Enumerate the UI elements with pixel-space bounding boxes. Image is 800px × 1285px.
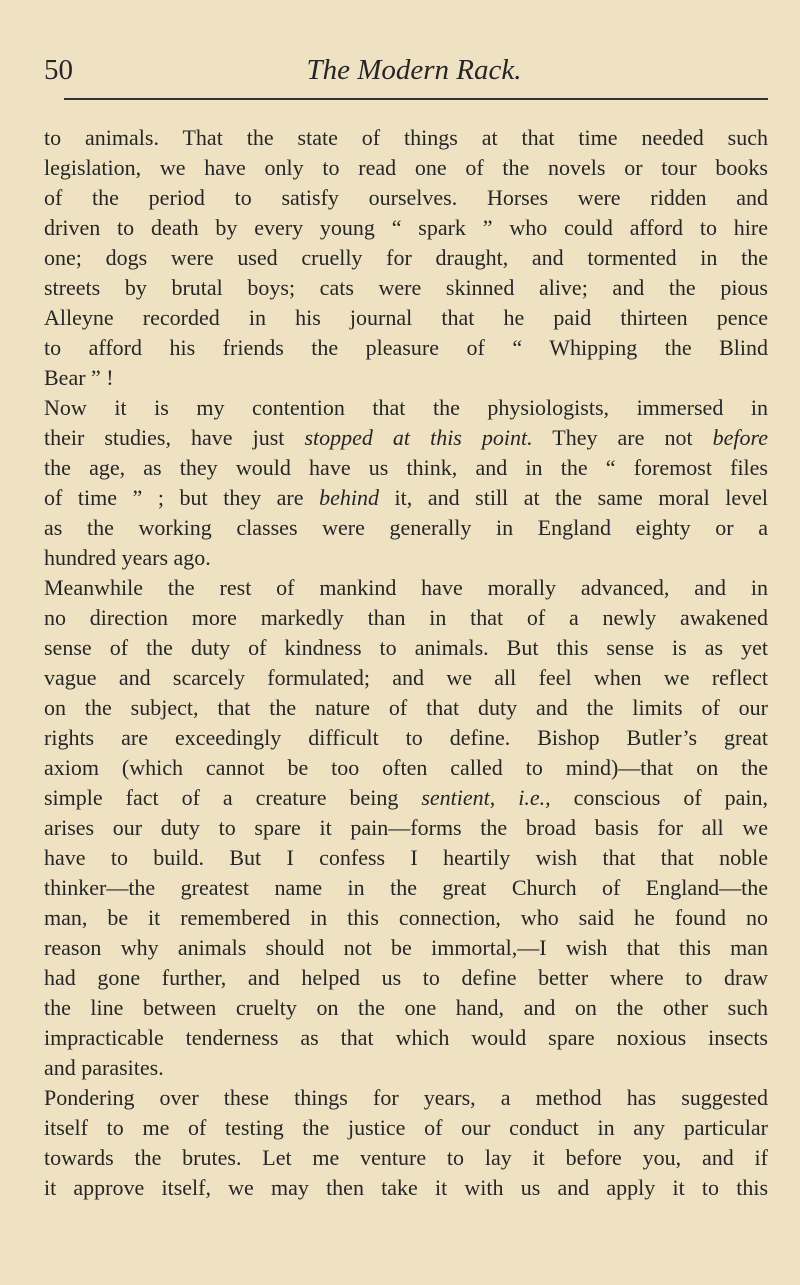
- text-line: of the period to satisfy ourselves. Horses were ridden and: [44, 185, 768, 210]
- text-line: towards the brutes. Let me venture to lay it before you, and if: [44, 1145, 768, 1170]
- text-line: rights are exceedingly difficult to define. Bishop Butler’s great: [44, 725, 768, 750]
- text-segment: simple fact of a creature being: [44, 785, 422, 810]
- paragraph: [44, 123, 768, 393]
- text-line: driven to death by every young “ spark ” who could afford to hire: [44, 215, 768, 240]
- running-title: The Modern Rack.: [306, 54, 522, 86]
- text-line: no direction more markedly than in that of a newly awakened: [44, 605, 768, 630]
- text-line: on the subject, that the nature of that duty and the limits of our: [44, 695, 768, 720]
- text-line: Alleyne recorded in his journal that he paid thirteen pence: [44, 305, 768, 330]
- text-line: it approve itself, we may then take it with us and apply it to this: [44, 1175, 768, 1200]
- text-line: to afford his friends the pleasure of “ Whipping the Blind: [44, 335, 768, 360]
- text-segment: their studies, have just: [44, 425, 305, 450]
- text-line: Bear ” !: [44, 365, 114, 390]
- text-line: the age, as they would have us think, and in the “ foremost files: [44, 455, 768, 480]
- header-rule: [64, 98, 768, 100]
- text-line: Pondering over these things for years, a method has suggested: [44, 1085, 768, 1110]
- text-line: legislation, we have only to read one of the novels or tour books: [44, 155, 768, 180]
- text-line: reason why animals should not be immortal,—I wish that this man: [44, 935, 768, 960]
- italic-emphasis: behind: [319, 485, 379, 510]
- text-line: Now it is my contention that the physiologists, immersed in: [44, 395, 768, 420]
- text-line: axiom (which cannot be too often called to mind)—that on the: [44, 755, 768, 780]
- text-line: and parasites.: [44, 1055, 164, 1080]
- text-line: [44, 483, 768, 513]
- paragraph: [44, 1083, 768, 1203]
- text-line: vague and scarcely formulated; and we all feel when we reflect: [44, 665, 768, 690]
- italic-emphasis: sentient, i.e.,: [421, 785, 551, 810]
- text-line: [44, 783, 768, 813]
- italic-emphasis: before: [712, 425, 768, 450]
- text-line: impracticable tenderness as that which would spare noxious insects: [44, 1025, 768, 1050]
- text-line: one; dogs were used cruelly for draught, and tormented in the: [44, 245, 768, 270]
- text-line: to animals. That the state of things at that time needed such: [44, 125, 768, 150]
- text-line: the line between cruelty on the one hand, and on the other such: [44, 995, 768, 1020]
- text-segment: They are not: [532, 425, 713, 450]
- text-segment: it, and still at the same moral level: [378, 485, 769, 510]
- paragraph: [44, 573, 768, 1083]
- text-line: thinker—the greatest name in the great Church of England—the: [44, 875, 768, 900]
- text-segment: of time ” ; but they are: [44, 485, 320, 510]
- text-line: have to build. But I confess I heartily wish that that noble: [44, 845, 768, 870]
- text-line: had gone further, and helped us to define better where to draw: [44, 965, 768, 990]
- page-header: [44, 48, 768, 92]
- paragraph: [44, 393, 768, 573]
- body-text: [44, 123, 768, 1203]
- text-line: Meanwhile the rest of mankind have morally advanced, and in: [44, 575, 768, 600]
- text-segment: conscious of pain,: [550, 785, 769, 810]
- text-line: as the working classes were generally in England eighty or a: [44, 515, 768, 540]
- text-line: man, be it remembered in this connection, who said he found no: [44, 905, 768, 930]
- text-line: sense of the duty of kindness to animals. But this sense is as yet: [44, 635, 768, 660]
- text-line: arises our duty to spare it pain—forms the broad basis for all we: [44, 815, 768, 840]
- text-line: [44, 423, 768, 453]
- text-line: streets by brutal boys; cats were skinned alive; and the pious: [44, 275, 768, 300]
- page-number: 50: [44, 54, 73, 86]
- text-line: itself to me of testing the justice of our conduct in any particular: [44, 1115, 768, 1140]
- italic-emphasis: stopped at this point.: [304, 425, 533, 450]
- text-line: hundred years ago.: [44, 545, 211, 570]
